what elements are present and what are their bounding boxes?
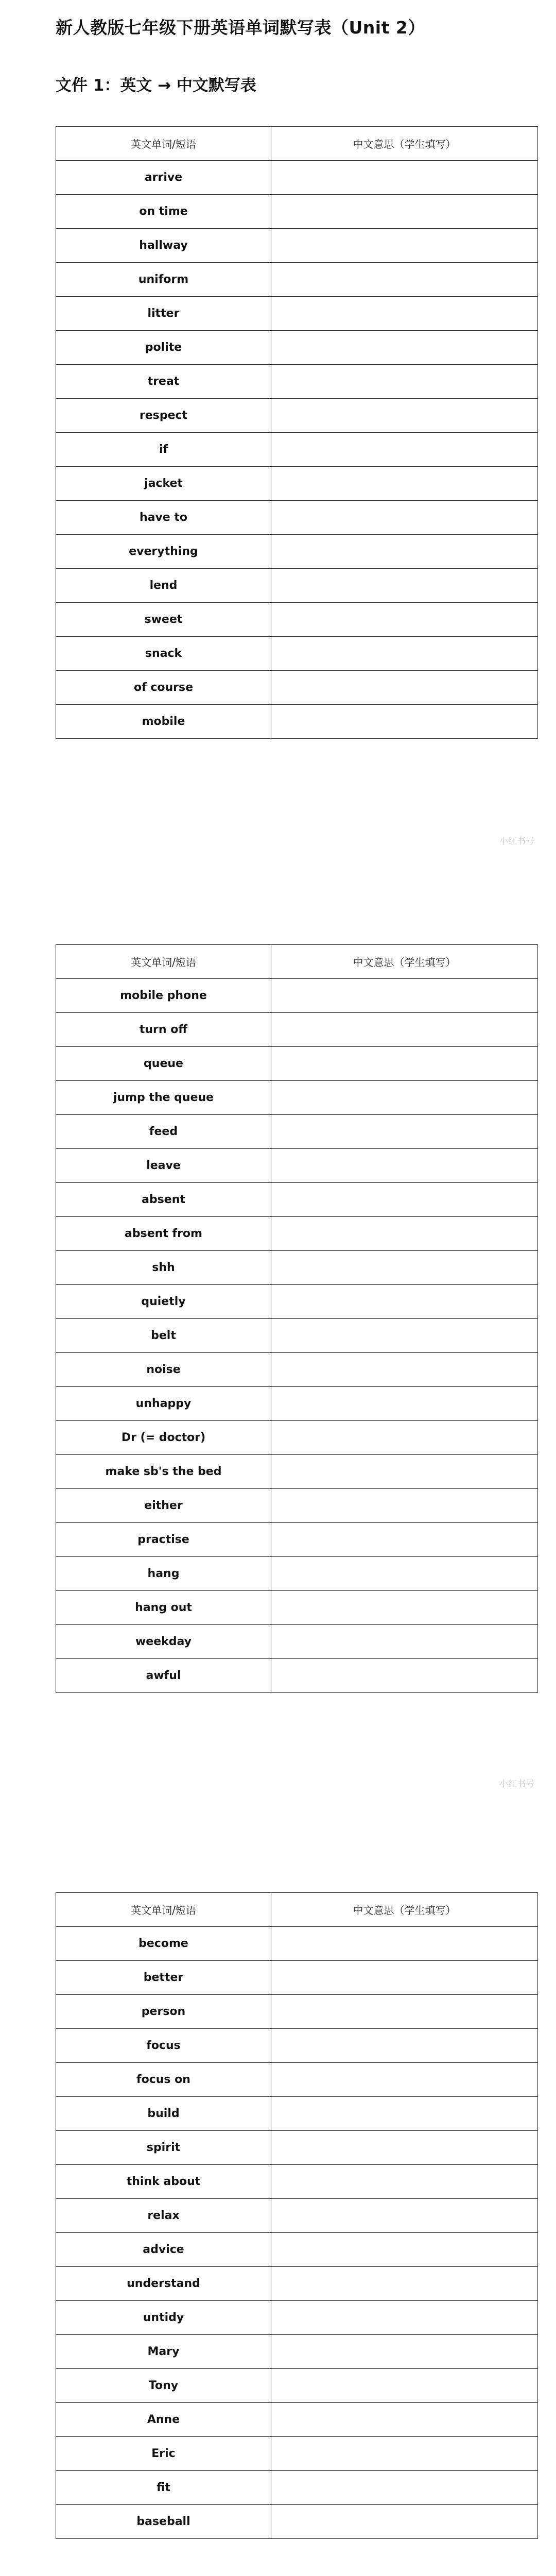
table-row [56, 1995, 538, 2029]
table-row [56, 467, 538, 501]
english-word-cell: mobile phone [56, 979, 271, 1013]
answer-blank-chinese[interactable] [271, 2199, 538, 2233]
english-word-cell: jump the queue [56, 1081, 271, 1115]
answer-blank-chinese[interactable] [271, 2029, 538, 2063]
answer-blank-chinese[interactable] [271, 1927, 538, 1961]
english-word-cell: practise [56, 1523, 271, 1557]
header-english: 英文单词/短语 [56, 945, 271, 979]
answer-blank-chinese[interactable] [271, 1319, 538, 1353]
english-word-cell: person [56, 1995, 271, 2029]
english-word-cell: quietly [56, 1285, 271, 1319]
answer-blank-chinese[interactable] [271, 2267, 538, 2301]
table-row [56, 2131, 538, 2165]
english-word-cell: treat [56, 365, 271, 399]
table-row [56, 1659, 538, 1693]
answer-blank-chinese[interactable] [271, 263, 538, 297]
table-row [56, 1115, 538, 1149]
table-row [56, 1625, 538, 1659]
table-row [56, 1149, 538, 1183]
answer-blank-chinese[interactable] [271, 1251, 538, 1285]
answer-blank-chinese[interactable] [271, 2165, 538, 2199]
answer-blank-chinese[interactable] [271, 2505, 538, 2539]
table-row [56, 603, 538, 637]
table-row [56, 2301, 538, 2335]
english-word-cell: uniform [56, 263, 271, 297]
table-row [56, 1421, 538, 1455]
english-word-cell: make sb's the bed [56, 1455, 271, 1489]
answer-blank-chinese[interactable] [271, 569, 538, 603]
english-word-cell: unhappy [56, 1387, 271, 1421]
english-word-cell: better [56, 1961, 271, 1995]
table-row [56, 195, 538, 229]
table-row [56, 1047, 538, 1081]
header-english: 英文单词/短语 [56, 1893, 271, 1927]
english-word-cell: weekday [56, 1625, 271, 1659]
answer-blank-chinese[interactable] [271, 1961, 538, 1995]
english-word-cell: shh [56, 1251, 271, 1285]
answer-blank-chinese[interactable] [271, 2335, 538, 2369]
table-row [56, 2267, 538, 2301]
english-word-cell: jacket [56, 467, 271, 501]
section-1-title: 文件 1：英文 → 中文默写表 [56, 76, 256, 95]
english-word-cell: sweet [56, 603, 271, 637]
answer-blank-chinese[interactable] [271, 331, 538, 365]
english-word-cell: advice [56, 2233, 271, 2267]
english-word-cell: polite [56, 331, 271, 365]
answer-blank-chinese[interactable] [271, 2301, 538, 2335]
english-word-cell: litter [56, 297, 271, 331]
english-word-cell: turn off [56, 1013, 271, 1047]
watermark: 小红书号 [499, 1779, 534, 1789]
english-word-cell: absent [56, 1183, 271, 1217]
page-title: 新人教版七年级下册英语单词默写表（Unit 2） [56, 18, 425, 38]
answer-blank-chinese[interactable] [271, 979, 538, 1013]
table-row [56, 2233, 538, 2267]
table-row [56, 2505, 538, 2539]
table-row [56, 569, 538, 603]
english-word-cell: absent from [56, 1217, 271, 1251]
answer-blank-chinese[interactable] [271, 1421, 538, 1455]
answer-blank-chinese[interactable] [271, 399, 538, 433]
answer-blank-chinese[interactable] [271, 1183, 538, 1217]
answer-blank-chinese[interactable] [271, 1387, 538, 1421]
table-row [56, 1217, 538, 1251]
english-word-cell: everything [56, 535, 271, 569]
answer-blank-chinese[interactable] [271, 671, 538, 705]
answer-blank-chinese[interactable] [271, 467, 538, 501]
header-english: 英文单词/短语 [56, 127, 271, 161]
answer-blank-chinese[interactable] [271, 501, 538, 535]
answer-blank-chinese[interactable] [271, 603, 538, 637]
answer-blank-chinese[interactable] [271, 1013, 538, 1047]
table-row [56, 705, 538, 739]
table-row [56, 2165, 538, 2199]
english-word-cell: queue [56, 1047, 271, 1081]
en-to-zh-table-page-3 [56, 1892, 538, 2539]
english-word-cell: snack [56, 637, 271, 671]
table-row [56, 1285, 538, 1319]
english-word-cell: relax [56, 2199, 271, 2233]
header-chinese-student: 中文意思（学生填写） [271, 127, 538, 161]
answer-blank-chinese[interactable] [271, 1591, 538, 1625]
answer-blank-chinese[interactable] [271, 297, 538, 331]
answer-blank-chinese[interactable] [271, 1353, 538, 1387]
english-word-cell: spirit [56, 2131, 271, 2165]
english-word-cell: baseball [56, 2505, 271, 2539]
answer-blank-chinese[interactable] [271, 1149, 538, 1183]
table-row [56, 331, 538, 365]
english-word-cell: Tony [56, 2369, 271, 2403]
table-row [56, 1455, 538, 1489]
english-word-cell: mobile [56, 705, 271, 739]
english-word-cell: feed [56, 1115, 271, 1149]
table-row [56, 2437, 538, 2471]
answer-blank-chinese[interactable] [271, 2437, 538, 2471]
table-row [56, 161, 538, 195]
english-word-cell: understand [56, 2267, 271, 2301]
answer-blank-chinese[interactable] [271, 1217, 538, 1251]
english-word-cell: think about [56, 2165, 271, 2199]
table-row [56, 2063, 538, 2097]
table-row [56, 297, 538, 331]
answer-blank-chinese[interactable] [271, 1625, 538, 1659]
english-word-cell: on time [56, 195, 271, 229]
table-row [56, 1353, 538, 1387]
answer-blank-chinese[interactable] [271, 2063, 538, 2097]
english-word-cell: fit [56, 2471, 271, 2505]
answer-blank-chinese[interactable] [271, 2471, 538, 2505]
table-row [56, 229, 538, 263]
table-row [56, 2199, 538, 2233]
answer-blank-chinese[interactable] [271, 1285, 538, 1319]
english-word-cell: Anne [56, 2403, 271, 2437]
table-row [56, 2335, 538, 2369]
table-row [56, 1961, 538, 1995]
table-row [56, 1591, 538, 1625]
answer-blank-chinese[interactable] [271, 1659, 538, 1693]
table-row [56, 365, 538, 399]
en-to-zh-table-page-1 [56, 126, 538, 739]
table-row [56, 1251, 538, 1285]
table-row [56, 1927, 538, 1961]
english-word-cell: focus on [56, 2063, 271, 2097]
english-word-cell: have to [56, 501, 271, 535]
answer-blank-chinese[interactable] [271, 2369, 538, 2403]
english-word-cell: arrive [56, 161, 271, 195]
table-row [56, 2029, 538, 2063]
answer-blank-chinese[interactable] [271, 161, 538, 195]
english-word-cell: build [56, 2097, 271, 2131]
answer-blank-chinese[interactable] [271, 1047, 538, 1081]
watermark: 小红书号 [499, 836, 534, 846]
english-word-cell: if [56, 433, 271, 467]
answer-blank-chinese[interactable] [271, 2131, 538, 2165]
answer-blank-chinese[interactable] [271, 1081, 538, 1115]
table-row [56, 433, 538, 467]
answer-blank-chinese[interactable] [271, 365, 538, 399]
answer-blank-chinese[interactable] [271, 433, 538, 467]
answer-blank-chinese[interactable] [271, 637, 538, 671]
english-word-cell: Eric [56, 2437, 271, 2471]
table-row [56, 263, 538, 297]
table-row [56, 1489, 538, 1523]
table-row [56, 1387, 538, 1421]
english-word-cell: focus [56, 2029, 271, 2063]
table-row [56, 637, 538, 671]
table-row [56, 1081, 538, 1115]
english-word-cell: belt [56, 1319, 271, 1353]
table-row [56, 1183, 538, 1217]
table-row [56, 2369, 538, 2403]
answer-blank-chinese[interactable] [271, 1455, 538, 1489]
english-word-cell: Mary [56, 2335, 271, 2369]
answer-blank-chinese[interactable] [271, 229, 538, 263]
table-row [56, 1523, 538, 1557]
english-word-cell: awful [56, 1659, 271, 1693]
english-word-cell: hang [56, 1557, 271, 1591]
english-word-cell: become [56, 1927, 271, 1961]
english-word-cell: lend [56, 569, 271, 603]
table-row [56, 1319, 538, 1353]
english-word-cell: of course [56, 671, 271, 705]
english-word-cell: hallway [56, 229, 271, 263]
answer-blank-chinese[interactable] [271, 535, 538, 569]
answer-blank-chinese[interactable] [271, 1523, 538, 1557]
english-word-cell: respect [56, 399, 271, 433]
header-chinese-student: 中文意思（学生填写） [271, 945, 538, 979]
table-row [56, 1557, 538, 1591]
header-chinese-student: 中文意思（学生填写） [271, 1893, 538, 1927]
en-to-zh-table-page-2 [56, 944, 538, 1693]
english-word-cell: noise [56, 1353, 271, 1387]
english-word-cell: leave [56, 1149, 271, 1183]
table-row [56, 2471, 538, 2505]
answer-blank-chinese[interactable] [271, 2403, 538, 2437]
table-row [56, 399, 538, 433]
answer-blank-chinese[interactable] [271, 1489, 538, 1523]
table-row [56, 2097, 538, 2131]
english-word-cell: Dr (= doctor) [56, 1421, 271, 1455]
answer-blank-chinese[interactable] [271, 1115, 538, 1149]
table-row [56, 1013, 538, 1047]
table-row [56, 535, 538, 569]
answer-blank-chinese[interactable] [271, 1557, 538, 1591]
english-word-cell: hang out [56, 1591, 271, 1625]
english-word-cell: either [56, 1489, 271, 1523]
answer-blank-chinese[interactable] [271, 2097, 538, 2131]
answer-blank-chinese[interactable] [271, 1995, 538, 2029]
answer-blank-chinese[interactable] [271, 705, 538, 739]
answer-blank-chinese[interactable] [271, 2233, 538, 2267]
table-row [56, 979, 538, 1013]
answer-blank-chinese[interactable] [271, 195, 538, 229]
table-row [56, 2403, 538, 2437]
table-row [56, 671, 538, 705]
table-row [56, 501, 538, 535]
english-word-cell: untidy [56, 2301, 271, 2335]
